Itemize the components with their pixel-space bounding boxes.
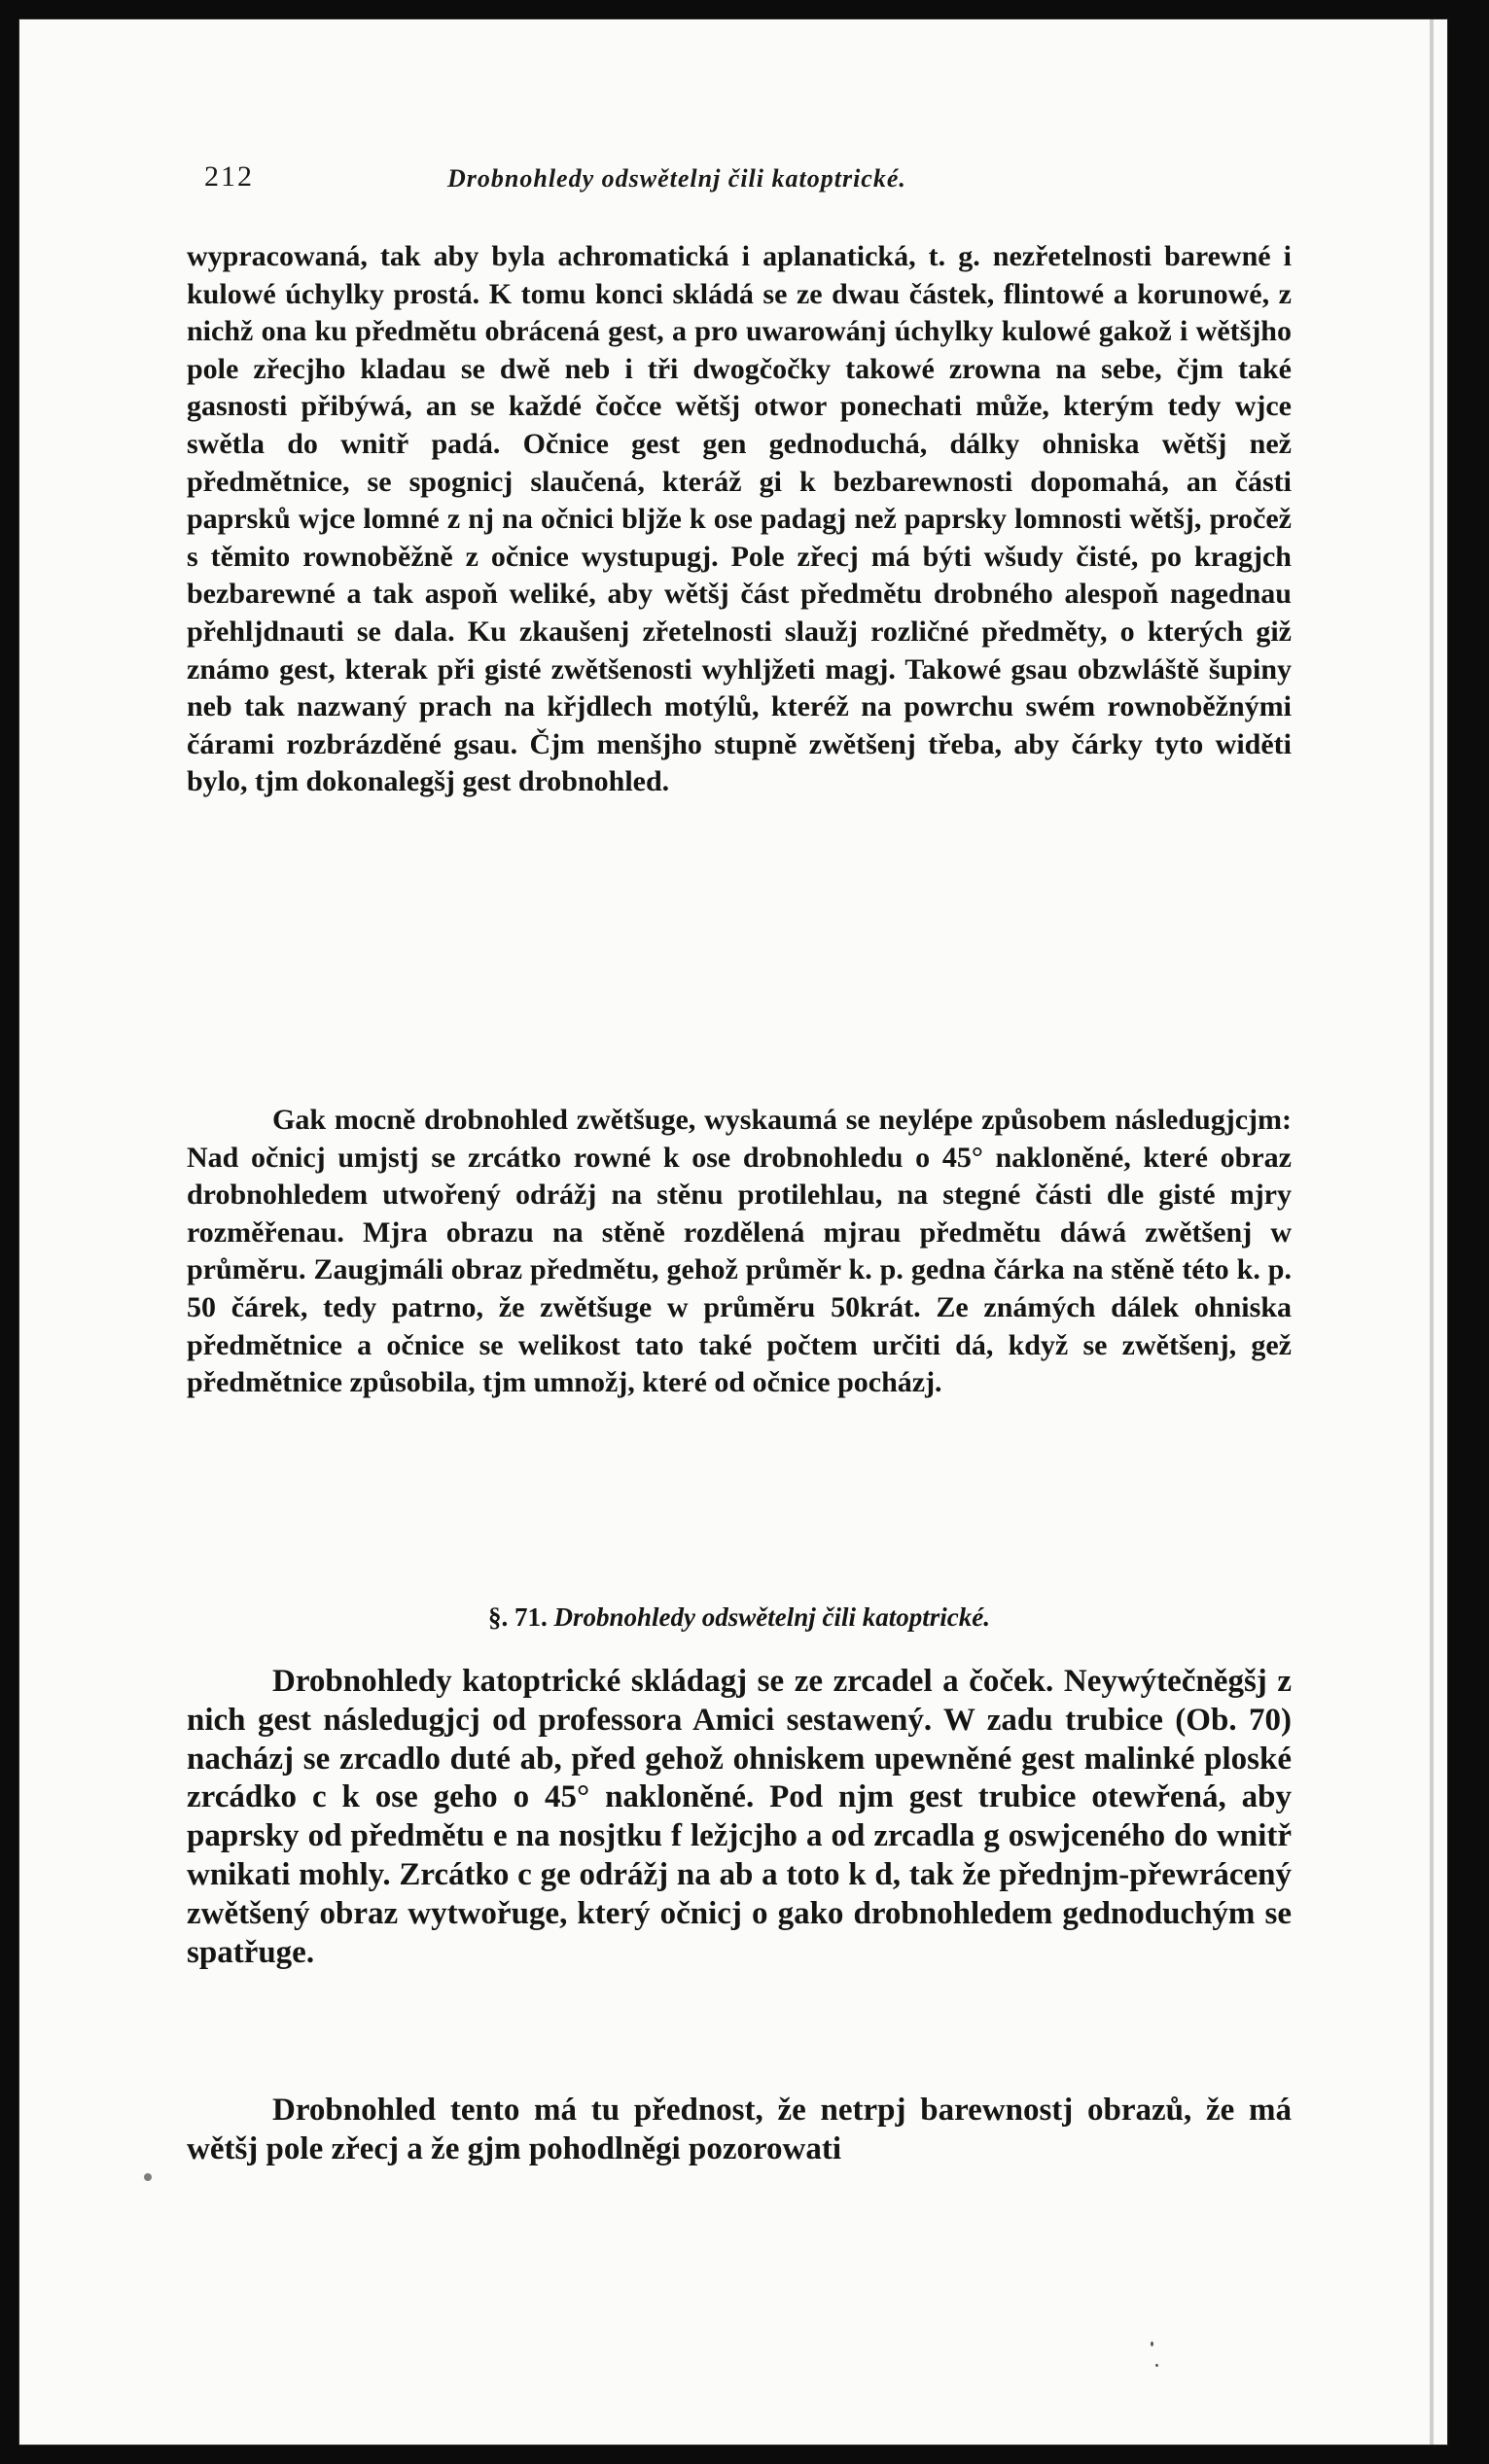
section-title: Drobnohledy odswětelnj čili katoptrické. <box>553 1602 990 1632</box>
paragraph-1 <box>187 238 1292 801</box>
page-edge <box>1430 19 1434 2445</box>
paragraph-1-text: wypracowaná, tak aby byla achromatická i aplanatická, t. g. nezřetelnosti barewné i kulowé úchylky prostá. K tomu konci skládá se ze dwau částek, flintowé a korunowé, z nichž ona ku předmětu obrácená gest, a pro uwarowánj úchylky kulowé gakož i wětšjho pole zřecjho kladau se dwě neb i tři dwogčočky takowé zrowna na sebe, čjm také gasnosti přibýwá, an se každé čočce wětšj otwor ponechati může, kterým tedy wjce swětla do wnitř padá. Očnice gest gen gednoduchá, dálky ohniska wětšj než předmětnice, se spognicj slaučená, kteráž gi k bezbarewnosti dopomahá, an části paprsků wjce lomné z nj na očnici bljže k ose padagj než paprsky lomnosti wětšj, pročež s těmito rownoběžně z očnice wystupugj. Pole zřecj má býti wšudy čisté, po kragjch bezbarewné a tak aspoň weliké, aby wětšj část předmětu drobného alespoň nagednau přehljdnauti se dala. Ku zkaušenj zřetelnosti slaužj rozličné předměty, o kterých giž známo gest, kterak při gisté zwětšenosti wyhljžeti magj. Takowé gsau obzwláště šupiny neb tak nazwaný prach na křjdlech motýlů, kteréž na powrchu swém rownoběžnými čárami rozbrázděné gsau. Čjm menšjho stupně zwětšenj třeba, aby čárky tyto widěti bylo, tjm dokonalegšj gest drobnohled. <box>187 240 1292 798</box>
paragraph-3 <box>187 1663 1292 1972</box>
running-title: Drobnohledy odswětelnj čili katoptrické. <box>447 164 906 193</box>
paragraph-3-text: Drobnohledy katoptrické skládagj se ze zrcadel a čoček. Neywýtečněgšj z nich gest následugjcj od professora Amici sestawený. W zadu trubice (Ob. 70) nacházj se zrcadlo duté ab, před gehož ohniskem upewněné gest malinké ploské zrcádko c k ose geho o 45° nakloněné. Pod njm gest trubice otewřená, aby paprsky od předmětu e na nosjtku f ležjcjho a od zrcadla g oswjceného do wnitř wnikati mohly. Zrcátko c ge odrážj na ab a toto k d, tak že přednjm-přewrácený zwětšený obraz wytwořuge, který očnicj o gako drobnohledem gednoduchým se spatřuge. <box>187 1664 1292 1970</box>
section-heading <box>187 1602 1292 1633</box>
page-number: 212 <box>204 160 254 193</box>
paragraph-4 <box>187 2092 1292 2169</box>
page-header <box>204 160 1080 199</box>
paper-speck <box>144 2173 152 2181</box>
paper-speck <box>1151 2341 1153 2346</box>
paper-speck <box>1155 2364 1158 2367</box>
paragraph-2-text: Gak mocně drobnohled zwětšuge, wyskaumá se neylépe způsobem následugjcjm: Nad očnicj umjstj se zrcátko rowné k ose drobnohledu o 45° nakloněné, které obraz drobnohledem utwořený odrážj na stěnu protilehlau, na stegné části dle gisté mjry rozměřenau. Mjra obrazu na stěně rozdělená mjrau předmětu dáwá zwětšenj w průměru. Zaugjmáli obraz předmětu, gehož průměr k. p. gedna čárka na stěně této k. p. 50 čárek, tedy patrno, že zwětšuge w průměru 50krát. Ze známých dálek ohniska předmětnice a očnice se welikost tato také počtem určiti dá, když se zwětšenj, gež předmětnice způsobila, tjm umnožj, které od očnice pocházj. <box>187 1104 1292 1399</box>
paragraph-2 <box>187 1102 1292 1402</box>
section-number: §. 71. <box>488 1602 548 1632</box>
paragraph-4-text: Drobnohled tento má tu přednost, že netrpj barewnostj obrazů, že má wětšj pole zřecj a že gjm pohodlněgi pozorowati <box>187 2093 1292 2166</box>
